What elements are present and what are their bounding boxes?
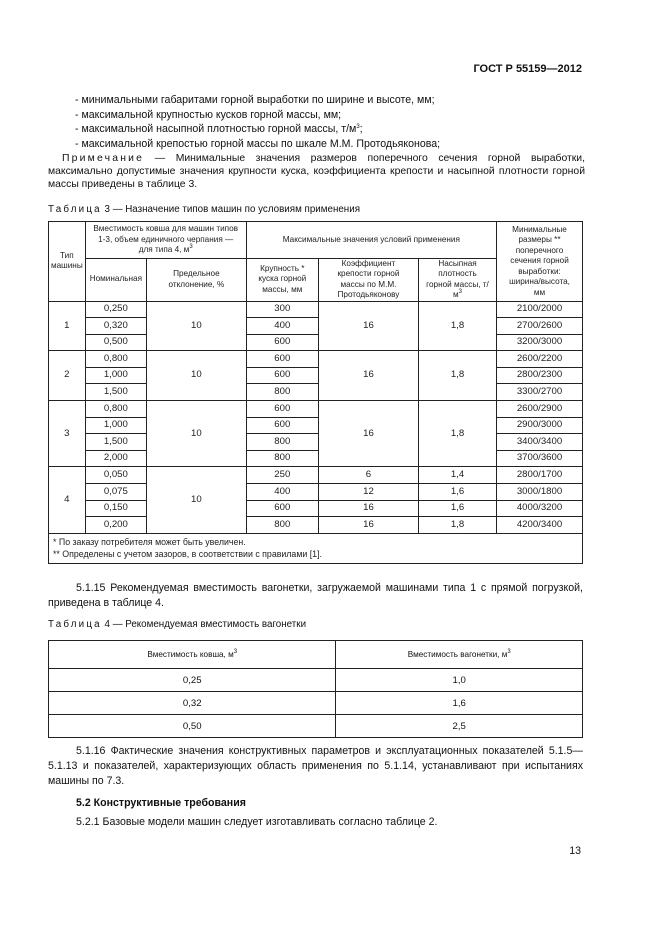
cell-density: 1,6 [419, 500, 497, 517]
cell-density: 1,8 [419, 351, 497, 401]
header-bucket: Вместимость ковша для машин типов 1-3, объем единичного черпания — для типа 4, $м^3$ [85, 222, 246, 259]
table-row [49, 367, 583, 384]
header-coef: Коэффициент крепости горной массы по М.М. Протодьяконову [318, 258, 418, 301]
table-row [49, 417, 583, 434]
table-row [49, 301, 583, 318]
cell-size: 300 [246, 301, 318, 318]
table-row [49, 351, 583, 368]
cell-min-size: 2100/2000 [497, 301, 583, 318]
cell-nominal: 0,200 [85, 517, 146, 534]
list-item: - максимальной насыпной плотностью горной массы, $т/м^3$; [75, 123, 363, 135]
cell-size: 400 [246, 484, 318, 501]
note-label: Примечание [62, 153, 145, 164]
paragraph-5-2-1: 5.2.1 Базовые модели машин следует изготавливать согласно таблице 2. [76, 816, 438, 828]
table-row [49, 401, 583, 418]
table-row: 0,25 1,0 [49, 669, 583, 692]
table-row [49, 500, 583, 517]
header-wagon-capacity: Вместимость вагонетки, $м^3$ [336, 641, 583, 669]
cell-size: 800 [246, 434, 318, 451]
cell-min-size: 4000/3200 [497, 500, 583, 517]
cell-deviation: 10 [147, 301, 247, 351]
cell-size: 400 [246, 318, 318, 335]
cell-coef: 16 [318, 517, 418, 534]
cell-size: 600 [246, 417, 318, 434]
cell-nominal: 1,000 [85, 417, 146, 434]
cell-min-size: 2800/2300 [497, 367, 583, 384]
table-3 [48, 221, 583, 564]
header-type: Тип машины [49, 222, 86, 302]
cell-size: 800 [246, 384, 318, 401]
note-paragraph [48, 152, 585, 191]
cell-size: 800 [246, 450, 318, 467]
list-item: - максимальной крепостью горной массы по шкале М.М. Протодьяконова; [75, 137, 441, 150]
table-row: 0,50 2,5 [49, 715, 583, 738]
requirements-list [75, 93, 595, 151]
cell-density: 1,8 [419, 517, 497, 534]
cell-size: 800 [246, 517, 318, 534]
cell-type: 2 [49, 351, 86, 401]
cell-type: 3 [49, 401, 86, 467]
cell-coef: 16 [318, 301, 418, 351]
cell-type: 1 [49, 301, 86, 351]
header-min-size: Минимальные размеры ** поперечного сечения горной выработки: ширина/высота, мм [497, 222, 583, 302]
table3-footnotes [49, 533, 583, 563]
cell-density: 1,6 [419, 484, 497, 501]
cell-min-size: 2600/2200 [497, 351, 583, 368]
cell-density: 1,4 [419, 467, 497, 484]
header-max-conditions: Максимальные значения условий применения [246, 222, 496, 259]
table3-caption: Таблица 3 — Назначение типов машин по условиям применения [48, 204, 360, 215]
cell-nominal: 0,500 [85, 334, 146, 351]
cell-coef: 12 [318, 484, 418, 501]
table-row: 0,32 1,6 [49, 692, 583, 715]
note-text: — Минимальные значения размеров поперечного сечения горной выработки, максимально допустимые значения крупности куска, коэффициента крепости и насыпной плотности горной массы приведены в таблице 3. [48, 153, 585, 190]
cell-min-size: 2800/1700 [497, 467, 583, 484]
cell-size: 600 [246, 367, 318, 384]
cell-nominal: 0,075 [85, 484, 146, 501]
paragraph-5-1-16: 5.1.16 Фактические значения конструктивных параметров и эксплуатационных показателей 5.1.5—5.1.13 и показателей, характеризующих область применения по 5.1.14, устанавливают при испытаниях машины по 7.3. [48, 745, 583, 787]
cell-type: 4 [49, 467, 86, 533]
cell-nominal: 1,500 [85, 434, 146, 451]
cell-min-size: 4200/3400 [497, 517, 583, 534]
cell-size: 600 [246, 401, 318, 418]
table-row [49, 434, 583, 451]
cell-nominal: 0,150 [85, 500, 146, 517]
list-item: - минимальными габаритами горной выработки по ширине и высоте, мм; [75, 94, 435, 106]
header-bucket-capacity: Вместимость ковша, $м^3$ [49, 641, 336, 669]
cell-min-size: 3700/3600 [497, 450, 583, 467]
document-number: ГОСТ Р 55159—2012 [473, 63, 582, 75]
table-row [49, 334, 583, 351]
cell-nominal: 0,800 [85, 401, 146, 418]
cell-min-size: 3400/3400 [497, 434, 583, 451]
cell-nominal: 0,800 [85, 351, 146, 368]
footnote: * По заказу потребителя может быть увеличен. [53, 536, 246, 547]
header-density: Насыпная плотность горной массы, $т/м^3$ [419, 258, 497, 301]
cell-deviation: 10 [147, 401, 247, 467]
cell-min-size: 2900/3000 [497, 417, 583, 434]
cell-nominal: 0,250 [85, 301, 146, 318]
cell-deviation: 10 [147, 351, 247, 401]
cell-nominal: 0,320 [85, 318, 146, 335]
page-number: 13 [569, 845, 581, 857]
paragraph-5-1-15: 5.1.15 Рекомендуемая вместимость вагонетки, загружаемой машинами типа 1 с прямой погрузкой, приведена в таблице 4. [48, 582, 583, 609]
table-row [49, 467, 583, 484]
cell-coef: 6 [318, 467, 418, 484]
cell-nominal: 0,050 [85, 467, 146, 484]
footnote: ** Определены с учетом зазоров, в соответствии с правилами [1]. [53, 549, 322, 560]
table-row [49, 318, 583, 335]
cell-size: 600 [246, 334, 318, 351]
table-4 [48, 640, 583, 738]
cell-min-size: 3200/3000 [497, 334, 583, 351]
cell-nominal: 1,000 [85, 367, 146, 384]
table4-caption: Таблица 4 — Рекомендуемая вместимость вагонетки [48, 619, 307, 630]
cell-nominal: 2,000 [85, 450, 146, 467]
cell-min-size: 2700/2600 [497, 318, 583, 335]
cell-coef: 16 [318, 401, 418, 467]
header-nominal: Номинальная [85, 258, 146, 301]
cell-density: 1,8 [419, 301, 497, 351]
cell-nominal: 1,500 [85, 384, 146, 401]
cell-min-size: 2600/2900 [497, 401, 583, 418]
cell-min-size: 3300/2700 [497, 384, 583, 401]
section-heading-5-2: 5.2 Конструктивные требования [76, 797, 246, 809]
cell-min-size: 3000/1800 [497, 484, 583, 501]
table-row [49, 384, 583, 401]
cell-coef: 16 [318, 500, 418, 517]
header-deviation: Предельное отклонение, % [147, 258, 247, 301]
list-item: - максимальной крупностью кусков горной массы, мм; [75, 108, 342, 121]
cell-coef: 16 [318, 351, 418, 401]
table-row [49, 450, 583, 467]
cell-size: 600 [246, 351, 318, 368]
cell-size: 250 [246, 467, 318, 484]
table-row [49, 484, 583, 501]
cell-deviation: 10 [147, 467, 247, 533]
table-row [49, 517, 583, 534]
cell-size: 600 [246, 500, 318, 517]
header-size: Крупность * куска горной массы, мм [246, 258, 318, 301]
cell-density: 1,8 [419, 401, 497, 467]
